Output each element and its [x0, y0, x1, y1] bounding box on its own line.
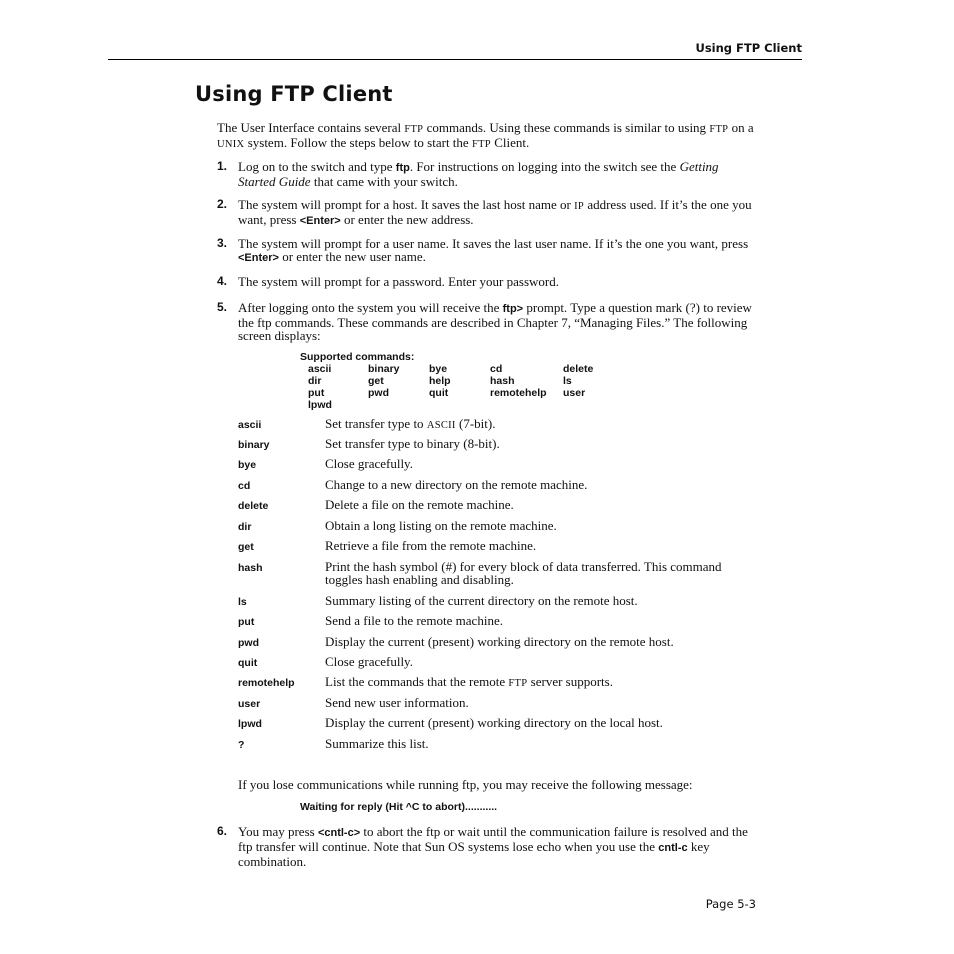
- supported-command: delete: [563, 363, 594, 375]
- step-number: 5.: [217, 300, 228, 314]
- command-name: user: [238, 698, 261, 710]
- step-text: [238, 275, 758, 288]
- supported-command: pwd: [368, 387, 389, 399]
- intro-text: system. Follow the steps below to start the: [244, 135, 472, 150]
- supported-command: binary: [368, 363, 400, 375]
- command-description: Display the current (present) working directory on the local host.: [325, 715, 663, 730]
- command-name: quit: [238, 657, 258, 669]
- command-description: Close gracefully.: [325, 456, 413, 471]
- command-description-part: Set transfer type to: [325, 416, 427, 431]
- command-name: ascii: [238, 419, 262, 431]
- supported-command: ls: [563, 375, 572, 387]
- step-text-part: prompt. Type a question mark (?) to review the ftp commands. These commands are described in Chapter 7, “Managing Files.” The following screen displays:: [238, 300, 752, 343]
- command-name: put: [238, 616, 255, 628]
- step-text-part: The system will prompt for a user name. It saves the last user name. If it’s the one you want, press: [238, 236, 749, 251]
- command-description-part: List the commands that the remote: [325, 674, 509, 689]
- small-caps: ASCII: [426, 420, 456, 431]
- step-number: 6.: [217, 824, 228, 838]
- step-number: 3.: [217, 236, 228, 250]
- header-rule: [108, 59, 802, 60]
- small-caps: FTP: [508, 678, 528, 689]
- supported-command: cd: [490, 363, 503, 375]
- step-text: [238, 237, 758, 265]
- intro-ftp-1: FTP: [404, 124, 424, 135]
- step-text-part: You may press: [238, 824, 318, 839]
- command-description: Obtain a long listing on the remote machine.: [325, 518, 557, 533]
- page-number: Page 5-3: [705, 897, 756, 911]
- step-text: [238, 301, 758, 342]
- page-title: Using FTP Client: [195, 82, 393, 106]
- intro-text: Client.: [490, 135, 530, 150]
- supported-command: put: [308, 387, 325, 399]
- command-description: Change to a new directory on the remote machine.: [325, 477, 588, 492]
- intro-paragraph: [217, 121, 757, 151]
- supported-commands-heading: Supported commands:: [300, 351, 415, 363]
- supported-command: get: [368, 375, 384, 387]
- step-text-part: or enter the new user name.: [278, 249, 426, 264]
- command-name: delete: [238, 500, 269, 512]
- supported-commands-grid: [308, 363, 623, 411]
- step-text-part: that came with your switch.: [310, 174, 458, 189]
- intro-text: The User Interface contains several: [217, 120, 405, 135]
- inline-code: ftp: [395, 162, 410, 174]
- command-name: hash: [238, 562, 263, 574]
- command-name: bye: [238, 459, 257, 471]
- command-description: Display the current (present) working directory on the remote host.: [325, 634, 674, 649]
- command-name: binary: [238, 439, 270, 451]
- command-description: Send new user information.: [325, 695, 469, 710]
- step-text-part: Log on to the switch and type: [238, 159, 396, 174]
- supported-command: lpwd: [308, 399, 332, 411]
- step-text: [238, 825, 758, 868]
- supported-command: remotehelp: [490, 387, 547, 399]
- waiting-message: Waiting for reply (Hit ^C to abort)...........: [300, 801, 498, 813]
- command-description: Delete a file on the remote machine.: [325, 497, 514, 512]
- loss-note: If you lose communications while running ftp, you may receive the following message:: [238, 777, 693, 792]
- inline-code: <cntl-c>: [317, 827, 361, 839]
- supported-command: hash: [490, 375, 515, 387]
- supported-command: quit: [429, 387, 449, 399]
- inline-code: ftp>: [502, 303, 524, 315]
- supported-command: help: [429, 375, 451, 387]
- command-description: Close gracefully.: [325, 654, 413, 669]
- step-text-part: key combination.: [238, 839, 710, 869]
- guide-title: Getting Started Guide: [238, 159, 719, 189]
- command-name: dir: [238, 521, 252, 533]
- supported-command: dir: [308, 375, 322, 387]
- inline-code: <Enter>: [299, 215, 341, 227]
- step-text-part: The system will prompt for a password. Enter your password.: [238, 274, 559, 289]
- step-text-part: to abort the ftp or wait until the communication failure is resolved and the ftp transfer will continue. Note that Sun OS systems lose echo when you use the: [238, 824, 748, 854]
- command-name: ls: [238, 596, 247, 608]
- command-name: ?: [238, 739, 245, 751]
- command-description: [325, 417, 745, 432]
- command-name: get: [238, 541, 254, 553]
- intro-ftp-3: FTP: [471, 139, 491, 150]
- inline-code: cntl-c: [658, 842, 688, 854]
- command-name: cd: [238, 480, 251, 492]
- intro-unix: UNIX: [217, 139, 245, 150]
- step-text: [238, 160, 758, 188]
- inline-code: <Enter>: [238, 252, 279, 264]
- step-number: 4.: [217, 274, 228, 288]
- step-text-part: or enter the new address.: [340, 212, 474, 227]
- command-description: Summarize this list.: [325, 736, 429, 751]
- command-description-part: (7-bit).: [455, 416, 496, 431]
- supported-commands-screen: [300, 351, 615, 411]
- supported-command: bye: [429, 363, 448, 375]
- command-description-part: server supports.: [527, 674, 613, 689]
- step-text-part: After logging onto the system you will receive the: [238, 300, 503, 315]
- step-text-part: address used. If it’s the one you want, press: [238, 197, 752, 227]
- step-number: 2.: [217, 197, 228, 211]
- command-description: [325, 675, 745, 690]
- command-name: remotehelp: [238, 677, 295, 689]
- intro-ftp-2: FTP: [709, 124, 729, 135]
- command-name: lpwd: [238, 718, 262, 730]
- command-description: Set transfer type to binary (8-bit).: [325, 436, 500, 451]
- supported-command: user: [563, 387, 586, 399]
- step-number: 1.: [217, 159, 228, 173]
- step-text-part: . For instructions on logging into the switch see the: [409, 159, 680, 174]
- step-text: [238, 198, 758, 228]
- command-description: Summary listing of the current directory on the remote host.: [325, 593, 638, 608]
- command-description: Send a file to the remote machine.: [325, 613, 503, 628]
- small-caps: IP: [574, 201, 585, 212]
- intro-text: on a: [728, 120, 754, 135]
- command-description: Print the hash symbol (#) for every block of data transferred. This command toggles hash enabling and disabling.: [325, 559, 722, 587]
- running-head: Using FTP Client: [695, 41, 802, 55]
- command-name: pwd: [238, 637, 259, 649]
- step-text-part: The system will prompt for a host. It saves the last host name or: [238, 197, 575, 212]
- supported-command: ascii: [308, 363, 332, 375]
- command-description: Retrieve a file from the remote machine.: [325, 538, 537, 553]
- intro-text: commands. Using these commands is similar to using: [423, 120, 710, 135]
